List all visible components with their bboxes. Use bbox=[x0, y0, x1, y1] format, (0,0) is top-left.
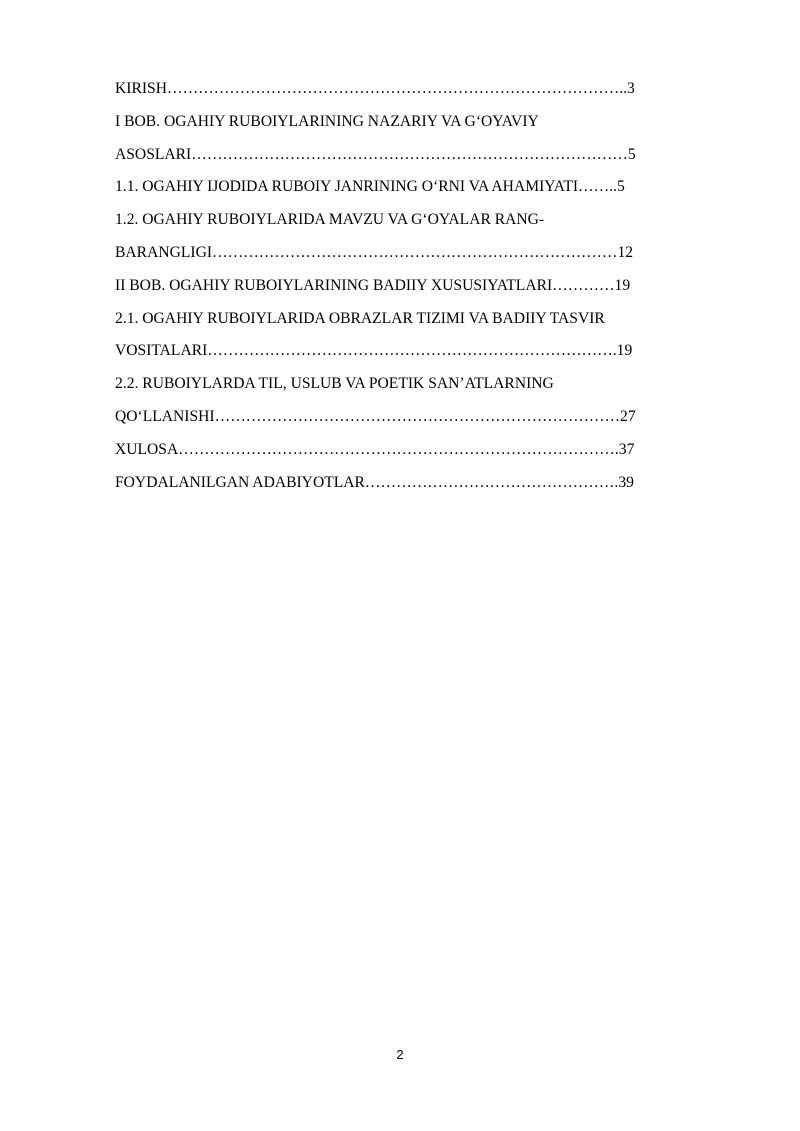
table-of-contents bbox=[115, 73, 742, 499]
toc-entry-section-2-2-line-1: 2.2. RUBOIYLARDA TIL, USLUB VA POETIK SAN’ATLARNING bbox=[115, 375, 554, 393]
toc-entry-section-1-2-line-2: BARANGLIGI……………………………………………………………………12 bbox=[115, 243, 634, 261]
toc-entry-section-2-1-line-1: 2.1. OGAHIY RUBOIYLARIDA OBRAZLAR TIZIMI VA BADIIY TASVIR bbox=[115, 309, 605, 327]
toc-entry-kirish: KIRISH……………………………………………………………………………..3 bbox=[115, 80, 635, 97]
toc-entry-adabiyotlar: FOYDALANILGAN ADABIYOTLAR………………………………………….39 bbox=[115, 473, 634, 491]
toc-entry-chapter-1-line-1: I BOB. OGAHIY RUBOIYLARINING NAZARIY VA G‘OYAVIY bbox=[115, 112, 539, 130]
toc-entry-section-1-1: 1.1. OGAHIY IJODIDA RUBOIY JANRINING O‘RNI VA AHAMIYATI……..5 bbox=[115, 178, 625, 196]
toc-entry-xulosa: XULOSA………………………………………………………………………….37 bbox=[115, 440, 635, 458]
toc-entry-section-1-2-line-1: 1.2. OGAHIY RUBOIYLARIDA MAVZU VA G‘OYALAR RANG- bbox=[115, 211, 545, 229]
page-number: 2 bbox=[396, 1047, 404, 1062]
toc-entry-chapter-2: II BOB. OGAHIY RUBOIYLARINING BADIIY XUSUSIYATLARI…………19 bbox=[115, 276, 631, 294]
toc-entry-chapter-1-line-2: ASOSLARI…………………………………………………………………………5 bbox=[115, 145, 636, 163]
toc-entry-section-2-1-line-2: VOSITALARI…………………………………………………………………….19 bbox=[115, 342, 633, 360]
toc-entry-section-2-2-line-2: QO‘LLANISHI……………………………………………………………………27 bbox=[115, 407, 636, 425]
